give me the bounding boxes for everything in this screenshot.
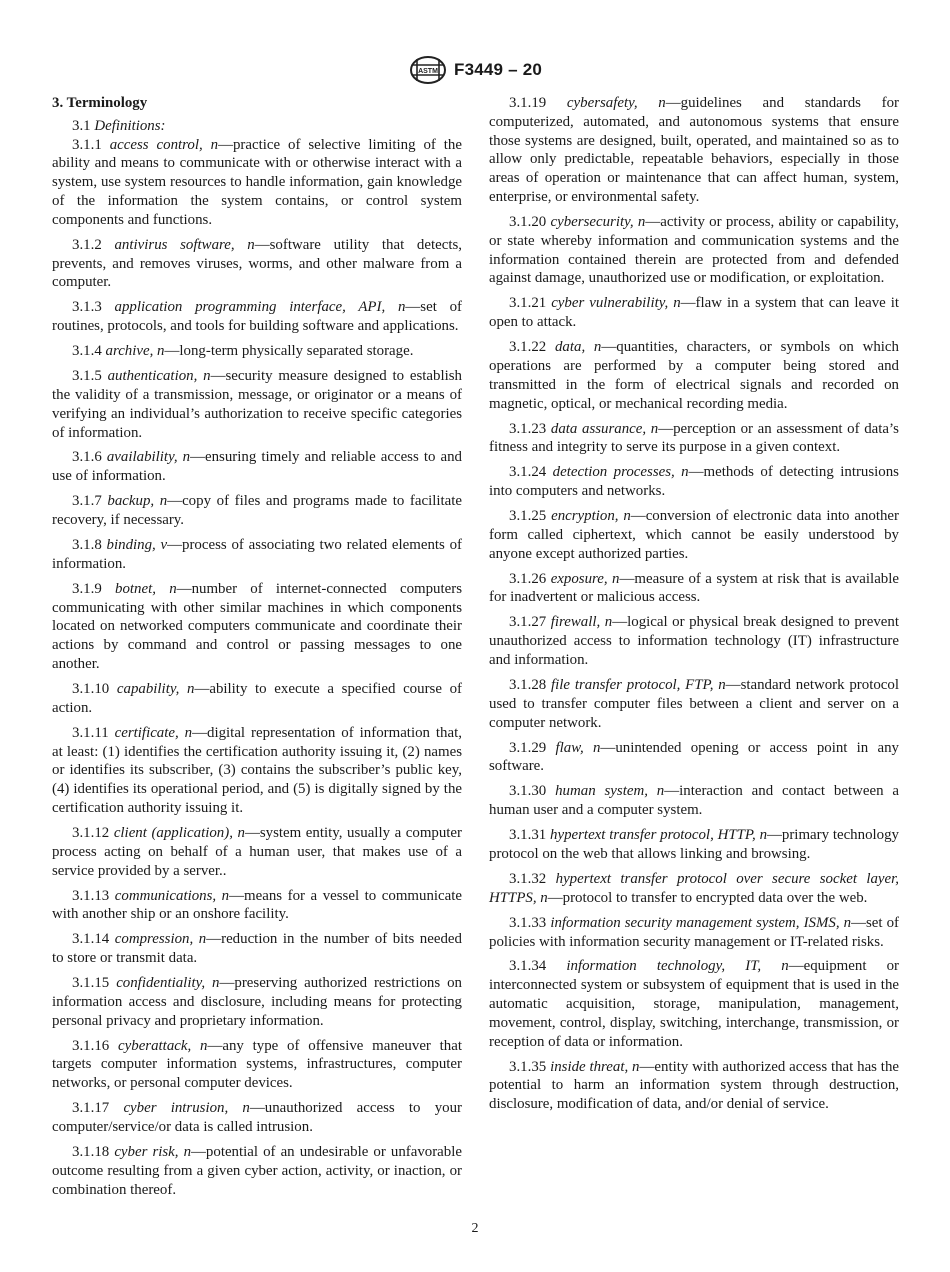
definition-number: 3.1.4 bbox=[72, 343, 102, 360]
definition-term: archive, n bbox=[105, 343, 165, 360]
definition-term: cybersecurity, n bbox=[550, 213, 646, 230]
definition-text: —reduction in the number of bits needed to store or transmit data. bbox=[52, 931, 462, 967]
definition-term: data, n bbox=[554, 339, 602, 356]
definition-entry bbox=[489, 463, 899, 501]
definition-text: —practice of selective limiting of the ability and means to communicate with or otherwise interact with a system, use system resources to handle information, gain knowledge of the information the system contains, or control system components and functions. bbox=[52, 136, 462, 228]
definition-text: —perception or an assessment of data’s fitness and integrity to serve its purpose in a given context. bbox=[489, 420, 899, 456]
definition-number: 3.1.8 bbox=[72, 537, 102, 554]
definition-number: 3.1.2 bbox=[72, 236, 102, 253]
definition-text: —unauthorized access to your computer/service/or data is called intrusion. bbox=[52, 1100, 462, 1136]
definition-term: botnet, n bbox=[115, 580, 177, 597]
definition-entry bbox=[489, 826, 899, 864]
definition-entry bbox=[489, 94, 899, 207]
definition-entry bbox=[489, 294, 899, 332]
definition-number: 3.1.3 bbox=[72, 299, 102, 316]
left-column bbox=[52, 94, 462, 1206]
definition-entry bbox=[52, 580, 462, 674]
subsection-heading bbox=[52, 117, 462, 136]
definition-term: availability, n bbox=[106, 449, 191, 466]
definition-entry bbox=[52, 824, 462, 880]
definition-term: data assurance, n bbox=[550, 420, 659, 437]
definition-text: —software utility that detects, prevents, and removes viruses, worms, and other malware from a computer. bbox=[52, 236, 462, 291]
definition-term: client (application), n bbox=[113, 824, 245, 841]
definition-entry bbox=[52, 724, 462, 818]
definition-term: backup, n bbox=[107, 493, 168, 510]
right-column bbox=[489, 94, 899, 1120]
section-heading bbox=[52, 94, 462, 113]
definition-entry bbox=[489, 420, 899, 458]
svg-text:ASTM: ASTM bbox=[418, 68, 438, 75]
definition-term: compression, n bbox=[114, 931, 207, 948]
definition-number: 3.1.6 bbox=[72, 449, 102, 466]
definition-term: certificate, n bbox=[114, 724, 193, 741]
definition-number: 3.1.11 bbox=[72, 724, 109, 741]
subsection-number: 3.1 bbox=[72, 117, 91, 134]
page-header bbox=[0, 55, 950, 90]
definition-text: —protocol to transfer to encrypted data over the web. bbox=[547, 889, 868, 906]
definition-term: hypertext transfer protocol over secure socket layer, HTTPS, n bbox=[489, 870, 899, 906]
definition-term: file transfer protocol, FTP, n bbox=[551, 677, 726, 693]
definition-text: —unintended opening or access point in any software. bbox=[489, 739, 899, 775]
definition-entry bbox=[489, 676, 899, 732]
definition-text: —conversion of electronic data into another form called ciphertext, which cannot be easily understood by anyone except authorized parties. bbox=[489, 508, 899, 562]
definition-number: 3.1.18 bbox=[72, 1144, 110, 1161]
definition-term: binding, v bbox=[106, 537, 168, 554]
astm-logo-icon bbox=[408, 55, 448, 85]
definition-text: —digital representation of information that, at least: (1) identifies the certification authority issuing it, (2) names or identifies its subscriber, (3) contains the subscriber’s public key, (4) identifies its operational period, and (5) is digitally signed by the certification authority issuing it. bbox=[52, 724, 462, 816]
definition-entry bbox=[489, 570, 899, 608]
definition-term: application programming interface, API, n bbox=[114, 299, 406, 316]
definition-entry bbox=[52, 342, 462, 361]
definition-entry bbox=[489, 782, 899, 820]
definition-text: —methods of detecting intrusions into computers and networks. bbox=[489, 464, 899, 500]
definition-entry bbox=[52, 367, 462, 442]
definition-text: —entity with authorized access that has the potential to harm an information system through destruction, disclosure, modification of data, and/or denial of service. bbox=[489, 1058, 899, 1113]
definition-entry bbox=[52, 974, 462, 1030]
definition-entry bbox=[52, 492, 462, 530]
definition-number: 3.1.22 bbox=[509, 339, 547, 356]
definition-number: 3.1.15 bbox=[72, 975, 110, 992]
definition-term: information security management system, ISMS, n bbox=[550, 914, 852, 931]
definition-entry bbox=[52, 448, 462, 486]
definition-number: 3.1.31 bbox=[509, 827, 547, 844]
definition-entry bbox=[52, 1143, 462, 1199]
definition-text: —means for a vessel to communicate with another ship or an onshore facility. bbox=[52, 887, 462, 923]
definition-entry bbox=[52, 536, 462, 574]
definition-entry bbox=[489, 213, 899, 288]
subsection-title: Definitions: bbox=[94, 117, 166, 134]
definition-number: 3.1.13 bbox=[72, 887, 110, 904]
section-number: 3. bbox=[52, 95, 64, 111]
definition-entry bbox=[489, 507, 899, 563]
definition-text: —long-term physically separated storage. bbox=[164, 343, 414, 360]
definition-number: 3.1.14 bbox=[72, 931, 110, 948]
definition-term: capability, n bbox=[116, 681, 195, 697]
definition-entry bbox=[52, 136, 462, 230]
definition-number: 3.1.29 bbox=[509, 739, 547, 756]
definition-text: —standard network protocol used to transfer computer files between a client and server on a computer network. bbox=[489, 677, 899, 731]
definition-number: 3.1.9 bbox=[72, 580, 102, 597]
definition-term: firewall, n bbox=[550, 614, 613, 631]
definition-number: 3.1.16 bbox=[72, 1037, 110, 1054]
definition-entry bbox=[52, 930, 462, 968]
definition-text: —activity or process, ability or capability, or state whereby information and communication systems and the information contained therein are protected from and defended against damage, unauthorized use or modification, or exploitation. bbox=[489, 213, 899, 287]
definition-text: —equipment or interconnected system or subsystem of equipment that is used in the automatic acquisition, storage, manipulation, management, movement, control, display, switching, interchange, transmission, or reception of data or information. bbox=[489, 958, 900, 1050]
definition-number: 3.1.12 bbox=[72, 824, 110, 841]
definition-text: —ensuring timely and reliable access to and use of information. bbox=[52, 449, 462, 485]
definition-term: authentication, n bbox=[107, 368, 211, 385]
definition-entry bbox=[489, 613, 899, 669]
definition-term: communications, n bbox=[114, 887, 230, 904]
definition-number: 3.1.19 bbox=[509, 95, 547, 111]
definition-number: 3.1.1 bbox=[72, 136, 102, 153]
definition-text: —number of internet-connected computers communicating with other similar machines in which components located on networked computers communicate and coordinate their actions by command and control or passing messages to one another. bbox=[52, 580, 462, 673]
definition-entry bbox=[52, 680, 462, 718]
definition-text: —quantities, characters, or symbols on which operations are performed by a computer being stored and transmitted in the form of electrical signals and recorded on magnetic, optical, or mechanical recording media. bbox=[489, 339, 899, 412]
document-id: F3449 – 20 bbox=[453, 60, 542, 79]
definition-term: cybersafety, n bbox=[566, 95, 666, 111]
definition-entry bbox=[52, 236, 462, 292]
definition-term: detection processes, n bbox=[552, 464, 689, 481]
definition-number: 3.1.10 bbox=[72, 681, 110, 697]
definition-entry bbox=[489, 739, 899, 777]
definition-term: inside threat, n bbox=[550, 1058, 640, 1075]
definition-text: —measure of a system at risk that is available for inadvertent or malicious access. bbox=[489, 570, 899, 606]
definition-term: human system, n bbox=[555, 783, 665, 800]
definition-term: cyber vulnerability, n bbox=[551, 295, 681, 312]
definition-number: 3.1.34 bbox=[509, 958, 547, 975]
definition-number: 3.1.25 bbox=[509, 508, 547, 525]
definition-entry bbox=[52, 887, 462, 925]
definition-text: —security measure designed to establish the validity of a transmission, message, or originator or a means of verifying an individual’s authorization to receive specific categories of information. bbox=[52, 368, 462, 441]
definition-term: confidentiality, n bbox=[116, 975, 220, 992]
definition-entry bbox=[489, 914, 899, 952]
definition-text: —any type of offensive maneuver that targets computer information systems, infrastructures, computer networks, or personal computer devices. bbox=[52, 1037, 463, 1092]
definition-number: 3.1.30 bbox=[509, 783, 547, 800]
definition-entry bbox=[52, 1099, 462, 1137]
definition-term: cyberattack, n bbox=[118, 1037, 208, 1054]
definition-text: —primary technology protocol on the web that allows linking and browsing. bbox=[489, 827, 899, 862]
definition-term: access control, n bbox=[109, 136, 219, 153]
definition-term: information technology, IT, n bbox=[566, 958, 789, 975]
definition-number: 3.1.28 bbox=[509, 677, 547, 693]
definition-number: 3.1.7 bbox=[72, 493, 102, 510]
definition-text: —process of associating two related elements of information. bbox=[52, 537, 462, 572]
definition-number: 3.1.20 bbox=[509, 213, 547, 230]
definition-entry bbox=[52, 1037, 462, 1093]
definition-number: 3.1.5 bbox=[72, 368, 102, 385]
definition-term: flaw, n bbox=[555, 739, 601, 756]
definition-entry bbox=[489, 338, 899, 413]
definition-number: 3.1.17 bbox=[72, 1100, 110, 1117]
definition-number: 3.1.35 bbox=[509, 1058, 547, 1075]
definition-term: cyber risk, n bbox=[114, 1144, 192, 1161]
definition-text: —system entity, usually a computer process acting on behalf of a human user, that makes use of a service provided by a server.. bbox=[52, 824, 463, 879]
definition-entry bbox=[489, 957, 899, 1051]
definition-text: —set of routines, protocols, and tools for building software and applications. bbox=[52, 299, 462, 335]
definition-number: 3.1.33 bbox=[509, 914, 547, 931]
definition-text: —copy of files and programs made to facilitate recovery, if necessary. bbox=[52, 493, 462, 529]
definition-number: 3.1.26 bbox=[509, 570, 547, 587]
definition-number: 3.1.23 bbox=[509, 420, 547, 437]
definition-text: —potential of an undesirable or unfavorable outcome resulting from a given cyber action, activity, or inaction, or combination thereof. bbox=[52, 1144, 462, 1198]
definition-term: cyber intrusion, n bbox=[123, 1100, 250, 1117]
definition-number: 3.1.21 bbox=[509, 295, 547, 312]
definition-term: exposure, n bbox=[550, 570, 620, 587]
section-title: Terminology bbox=[66, 95, 148, 111]
page-number: 2 bbox=[471, 1221, 479, 1236]
definition-text: —interaction and contact between a human user and a computer system. bbox=[489, 783, 899, 819]
definition-entry bbox=[52, 298, 462, 336]
definition-text: —set of policies with information security management or IT-related risks. bbox=[489, 914, 899, 950]
definition-text: —logical or physical break designed to prevent unauthorized access to information technology (IT) infrastructure and information. bbox=[489, 614, 899, 669]
definition-term: antivirus software, n bbox=[114, 236, 255, 253]
definition-text: —guidelines and standards for computerized, automated, and autonomous systems that ensure those systems are designed, built, operated, and maintained so as to allow only predictable, repeatable behaviors, especially in those areas of operation or maintenance that can affect human, system, enterprise, or environmental safety. bbox=[489, 95, 899, 205]
definition-entry bbox=[489, 1058, 899, 1114]
definition-term: encryption, n bbox=[551, 508, 631, 525]
definition-text: —preserving authorized restrictions on information access and disclosure, including means for protecting personal privacy and proprietary information. bbox=[52, 975, 462, 1029]
definition-term: hypertext transfer protocol, HTTP, n bbox=[550, 827, 768, 844]
definition-entry bbox=[489, 870, 899, 908]
definition-number: 3.1.27 bbox=[509, 614, 547, 631]
definition-number: 3.1.24 bbox=[509, 464, 547, 481]
definition-text: —flaw in a system that can leave it open to attack. bbox=[489, 295, 899, 331]
definition-text: —ability to execute a specified course of action. bbox=[52, 681, 462, 716]
definition-number: 3.1.32 bbox=[509, 870, 547, 887]
